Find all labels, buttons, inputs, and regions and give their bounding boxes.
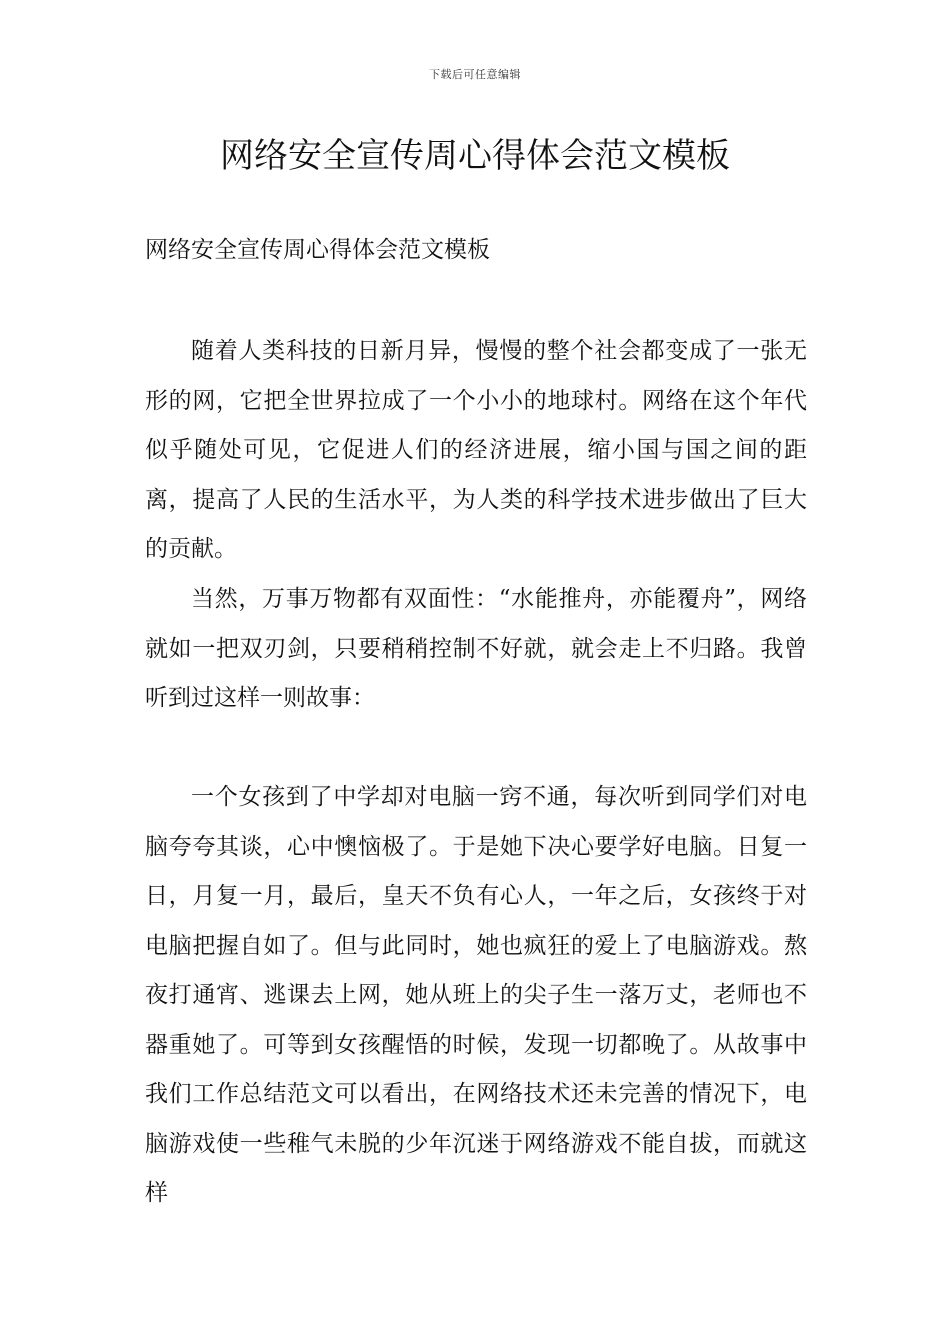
- body-paragraph: 一个女孩到了中学却对电脑一窍不通，每次听到同学们对电脑夸夸其谈，心中懊恼极了。于是她下决心要学好电脑。日复一日，月复一月，最后，皇天不负有心人，一年之后，女孩终于对电脑把握自如了。但与此同时，她也疯狂的爱上了电脑游戏。熬夜打通宵、逃课去上网，她从班上的尖子生一落万丈，老师也不器重她了。可等到女孩醒悟的时候，发现一切都晚了。从故事中我们工作总结范文可以看出，在网络技术还未完善的情况下，电脑游戏使一些稚气未脱的少年沉迷于网络游戏不能自拔，而就这样: [145, 784, 807, 1206]
- body-paragraph: 随着人类科技的日新月异，慢慢的整个社会都变成了一张无形的网，它把全世界拉成了一个小小的地球村。网络在这个年代似乎随处可见，它促进人们的经济进展，缩小国与国之间的距离，提高了人民的生活水平，为人类的科学技术进步做出了巨大的贡献。: [145, 338, 807, 562]
- document-title: 网络安全宣传周心得体会范文模板: [220, 136, 730, 176]
- document-subtitle: 网络安全宣传周心得体会范文模板: [145, 237, 490, 263]
- body-paragraph: 当然，万事万物都有双面性：“水能推舟，亦能覆舟”，网络就如一把双刃剑，只要稍稍控制不好就，就会走上不归路。我曾听到过这样一则故事：: [145, 586, 807, 711]
- header-note: 下载后可任意编辑: [429, 68, 521, 81]
